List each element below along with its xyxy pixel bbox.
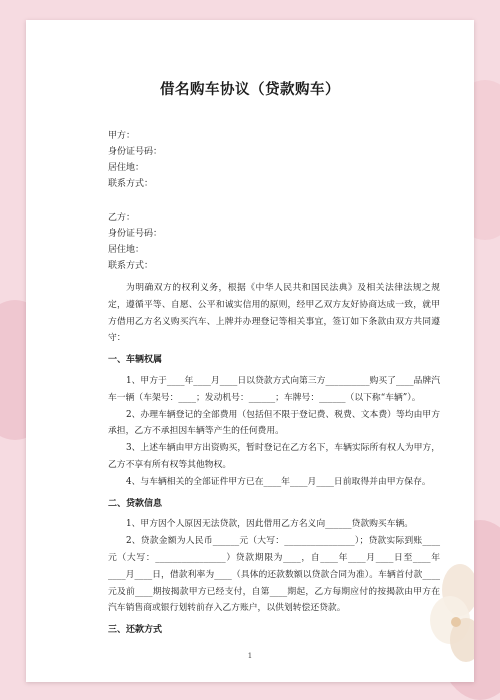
- party-a-contact-label: 联系方式：: [108, 179, 154, 189]
- decorative-flower-icon: [420, 560, 474, 670]
- clause-paragraph: 2、贷款金额为人民币______元（大写：________________）；贷款实际到账____元（大写：________________）贷款期限为____，自____年____月____日至____年____月____日，借款利率为____（具体的还款数额以贷款合同为准）。车辆首付款____元及前____期按揭款甲方已经支付，自第____期起，乙方每期应付的按揭款由甲方在汽车销售商或银行划转前存入乙方账户，以供划转偿还贷款。: [108, 536, 440, 614]
- document-page: [26, 20, 474, 682]
- party-b-id-label: 身份证号码：: [108, 229, 163, 239]
- clause-paragraph: 4、与车辆相关的全部证件甲方已在____年____月____日前取得并由甲方保存。: [126, 476, 431, 487]
- agreement-body: [108, 280, 440, 643]
- section-heading-repayment: 三、还款方式: [108, 625, 163, 636]
- party-a-block: [108, 128, 162, 192]
- document-title: 借名购车协议（贷款购车）: [160, 82, 340, 98]
- page-number: 1: [247, 652, 253, 660]
- party-b-name-label: 乙方：: [108, 213, 136, 223]
- party-b-block: [108, 210, 162, 274]
- party-b-contact-label: 联系方式：: [108, 261, 154, 271]
- party-a-name-label: 甲方：: [108, 131, 136, 141]
- clause-paragraph: 1、甲方因个人原因无法贷款，因此借用乙方名义向______贷款购买车辆。: [126, 519, 414, 530]
- party-a-address-label: 居住地：: [108, 163, 145, 173]
- party-b-address-label: 居住地：: [108, 245, 145, 255]
- clause-paragraph: 3、上述车辆由甲方出资购买，暂时登记在乙方名下，车辆实际所有权人为甲方，乙方不享有所有权等其他物权。: [108, 443, 440, 470]
- party-a-id-label: 身份证号码：: [108, 147, 163, 157]
- intro-paragraph: 为明确双方的权利义务，根据《中华人民共和国民法典》及相关法律法规之规定，遵循平等、自愿、公平和诚实信用的原则，经甲乙双方友好协商达成一致，就甲方借用乙方名义购买汽车、上牌并办理登记等相关事宜，签订如下条款由双方共同遵守：: [108, 283, 440, 344]
- clause-paragraph: 2、办理车辆登记的全部费用（包括但不限于登记费、税费、文本费）等均由甲方承担，乙方不承担因车辆等产生的任何费用。: [108, 409, 440, 437]
- section-heading-vehicle-ownership: 一、车辆权属: [108, 355, 163, 366]
- section-heading-loan-info: 二、贷款信息: [108, 498, 163, 509]
- clause-paragraph: 1、甲方于____年____月____日以贷款方式向第三方__________购买了____品牌汽车一辆（车架号：____；发动机号：______；车牌号：______（以下称“车辆”）。: [108, 375, 440, 403]
